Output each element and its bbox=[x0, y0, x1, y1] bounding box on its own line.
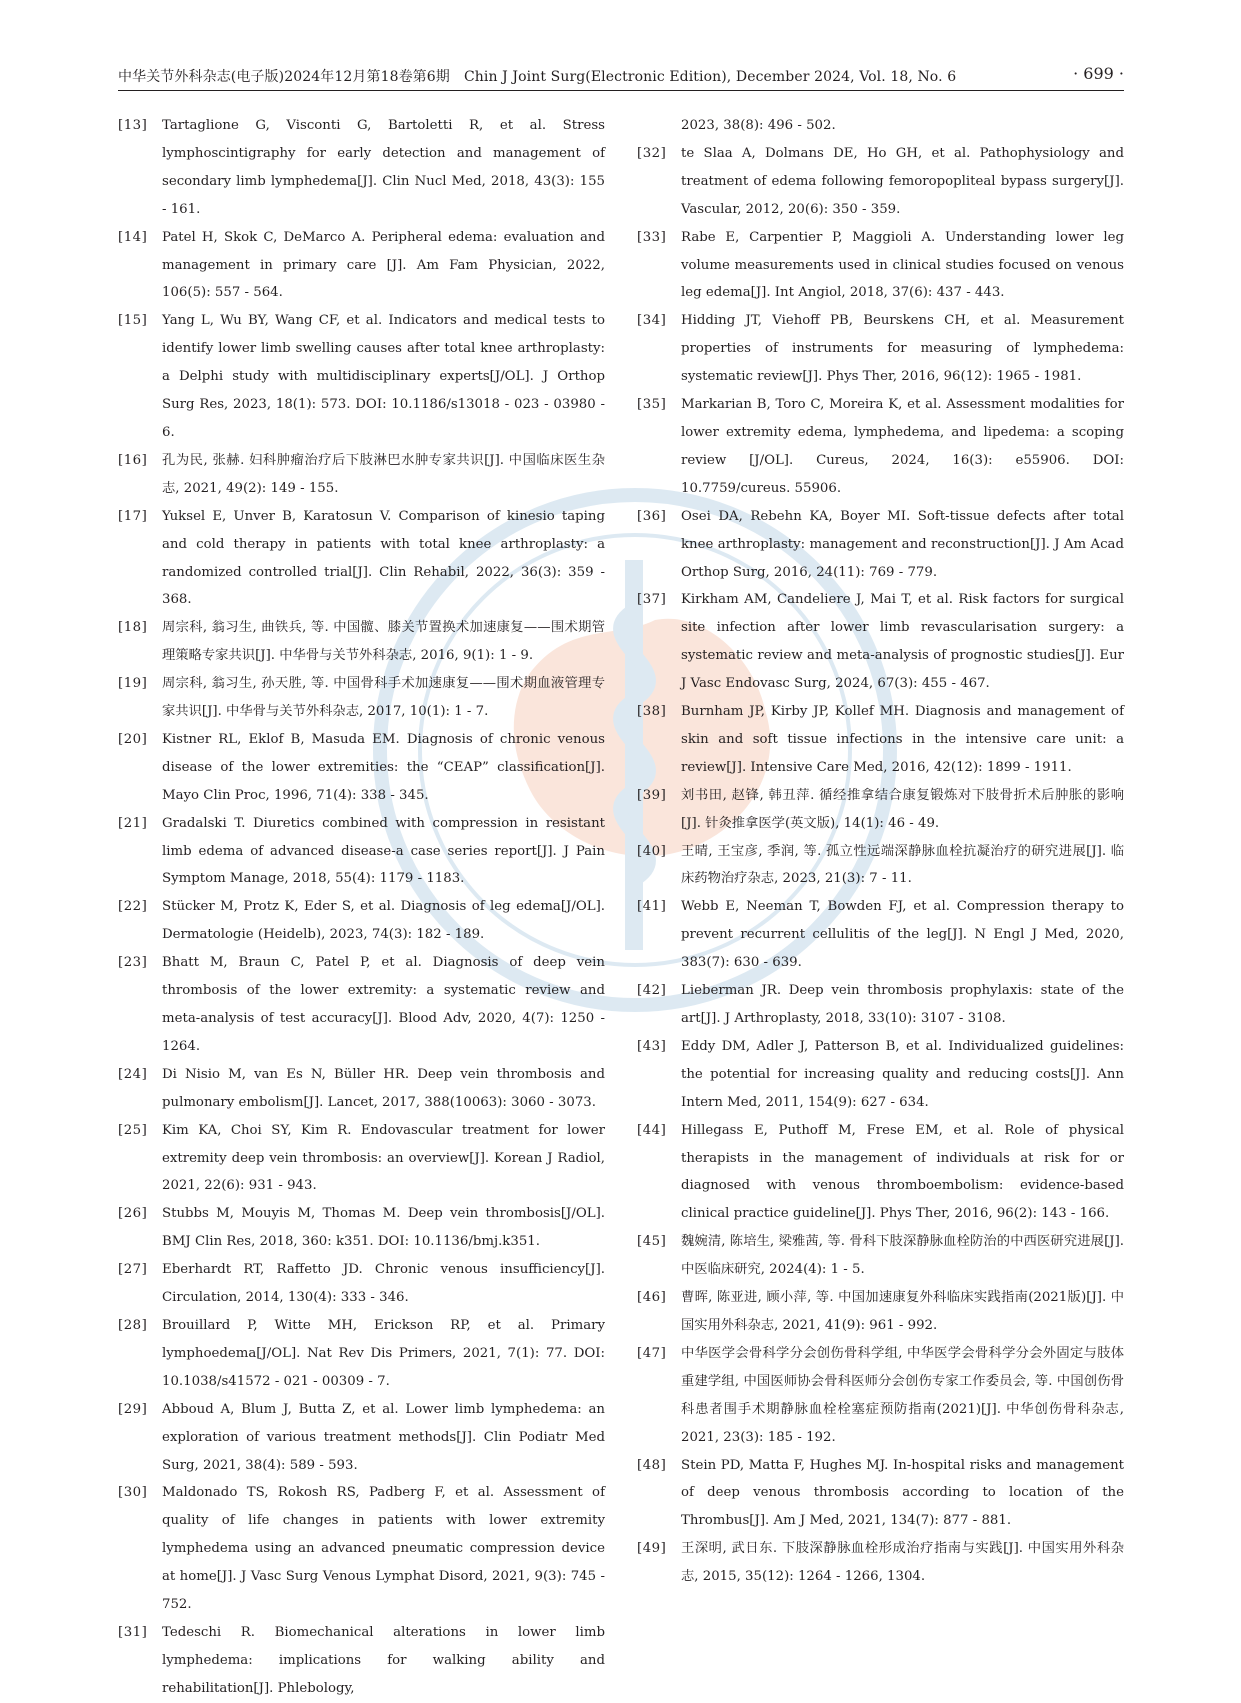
reference-item bbox=[637, 1452, 1124, 1536]
reference-text: Stücker M, Protz K, Eder S, et al. Diagnosis of leg edema[J/OL]. Dermatologie (Heidelb), 2023, 74(3): 182 - 189. bbox=[162, 899, 605, 943]
reference-text: Maldonado TS, Rokosh RS, Padberg F, et al. Assessment of quality of life changes in patients with lower extremity lymphedema using an advanced pneumatic compression device at home[J]. J Vasc Surg Venous Lymphat Disord, 2021, 9(3): 745 - 752. bbox=[162, 1485, 605, 1613]
reference-number: [25] bbox=[118, 1122, 148, 1138]
reference-item bbox=[637, 893, 1124, 977]
page-number: · 699 · bbox=[1073, 64, 1124, 83]
references-left-column bbox=[118, 112, 605, 1703]
reference-item bbox=[118, 1200, 605, 1256]
reference-text: 2023, 38(8): 496 - 502. bbox=[681, 118, 836, 133]
reference-number: [49] bbox=[637, 1541, 667, 1557]
reference-item bbox=[118, 1117, 605, 1201]
reference-text: 王晴, 王宝彦, 季润, 等. 孤立性远端深静脉血栓抗凝治疗的研究进展[J]. 临床药物治疗杂志, 2023, 21(3): 7 - 11. bbox=[681, 843, 1124, 887]
reference-item bbox=[118, 447, 605, 503]
reference-text: Webb E, Neeman T, Bowden FJ, et al. Compression therapy to prevent recurrent cellulitis of the leg[J]. N Engl J Med, 2020, 383(7): 630 - 639. bbox=[681, 899, 1124, 971]
reference-item bbox=[637, 1340, 1124, 1452]
reference-number: [13] bbox=[118, 118, 148, 133]
reference-item bbox=[637, 782, 1124, 838]
reference-number: [37] bbox=[637, 592, 667, 608]
reference-number: [43] bbox=[637, 1038, 667, 1054]
reference-item bbox=[637, 503, 1124, 587]
reference-item bbox=[637, 1228, 1124, 1284]
reference-number: [20] bbox=[118, 731, 148, 747]
reference-number: [21] bbox=[118, 815, 148, 831]
reference-text: Stein PD, Matta F, Hughes MJ. In-hospital risks and management of deep venous thrombosis according to location of the Thrombus[J]. Am J Med, 2021, 134(7): 877 - 881. bbox=[681, 1457, 1124, 1529]
reference-number: [39] bbox=[637, 787, 667, 803]
reference-number: [23] bbox=[118, 955, 148, 971]
reference-number: [17] bbox=[118, 508, 148, 524]
reference-item bbox=[637, 1033, 1124, 1117]
reference-item bbox=[118, 224, 605, 308]
reference-text: Tartaglione G, Visconti G, Bartoletti R, et al. Stress lymphoscintigraphy for early detection and management of secondary limb lymphedema[J]. Clin Nucl Med, 2018, 43(3): 155 - 161. bbox=[162, 118, 605, 217]
reference-number: [34] bbox=[637, 313, 667, 329]
reference-text: Di Nisio M, van Es N, Büller HR. Deep vein thrombosis and pulmonary embolism[J]. Lancet, 2017, 388(10063): 3060 - 3073. bbox=[162, 1066, 605, 1110]
references-right-column bbox=[637, 112, 1124, 1591]
reference-item bbox=[118, 1256, 605, 1312]
reference-text: 中华医学会骨科学分会创伤骨科学组, 中华医学会骨科学分会外固定与肢体重建学组, 中国医师协会骨科医师分会创伤专家工作委员会, 等. 中国创伤骨科患者围手术期静脉血栓栓塞症预防指南(2021)[J]. 中华创伤骨科杂志, 2021, 23(3): 185 - 192. bbox=[681, 1345, 1124, 1445]
reference-text: te Slaa A, Dolmans DE, Ho GH, et al. Pathophysiology and treatment of edema following femoropopliteal bypass surgery[J]. Vascular, 2012, 20(6): 350 - 359. bbox=[681, 145, 1124, 217]
reference-item bbox=[637, 391, 1124, 503]
reference-item bbox=[118, 810, 605, 894]
reference-text: Eddy DM, Adler J, Patterson B, et al. Individualized guidelines: the potential for increasing quality and reducing costs[J]. Ann Intern Med, 2011, 154(9): 627 - 634. bbox=[681, 1038, 1124, 1110]
reference-text: 周宗科, 翁习生, 曲铁兵, 等. 中国髋、膝关节置换术加速康复——围术期管理策略专家共识[J]. 中华骨与关节外科杂志, 2016, 9(1): 1 - 9. bbox=[162, 620, 605, 664]
reference-text: 孔为民, 张赫. 妇科肿瘤治疗后下肢淋巴水肿专家共识[J]. 中国临床医生杂志, 2021, 49(2): 149 - 155. bbox=[162, 452, 605, 496]
reference-text: 魏婉清, 陈培生, 梁雅茜, 等. 骨科下肢深静脉血栓防治的中西医研究进展[J]. 中医临床研究, 2024(4): 1 - 5. bbox=[681, 1234, 1124, 1278]
reference-text: Markarian B, Toro C, Moreira K, et al. Assessment modalities for lower extremity edema, lymphedema, and lipedema: a scoping review [J/OL]. Cureus, 2024, 16(3): e55906. DOI: 10.7759/cureus. 55906. bbox=[681, 397, 1124, 496]
reference-item bbox=[637, 224, 1124, 308]
reference-number: [15] bbox=[118, 313, 148, 329]
reference-number: [18] bbox=[118, 620, 148, 636]
reference-item bbox=[118, 503, 605, 615]
reference-text: Kistner RL, Eklof B, Masuda EM. Diagnosis of chronic venous disease of the lower extremities: the “CEAP” classification[J]. Mayo Clin Proc, 1996, 71(4): 338 - 345. bbox=[162, 731, 605, 803]
reference-text: 周宗科, 翁习生, 孙天胜, 等. 中国骨科手术加速康复——围术期血液管理专家共识[J]. 中华骨与关节外科杂志, 2017, 10(1): 1 - 7. bbox=[162, 676, 605, 720]
reference-text: Rabe E, Carpentier P, Maggioli A. Understanding lower leg volume measurements used in clinical studies focused on venous leg edema[J]. Int Angiol, 2018, 37(6): 437 - 443. bbox=[681, 229, 1124, 301]
reference-text: Patel H, Skok C, DeMarco A. Peripheral edema: evaluation and management in primary care [J]. Am Fam Physician, 2022, 106(5): 557 - 564. bbox=[162, 229, 605, 301]
reference-text: Burnham JP, Kirby JP, Kollef MH. Diagnosis and management of skin and soft tissue infections in the intensive care unit: a review[J]. Intensive Care Med, 2016, 42(12): 1899 - 1911. bbox=[681, 704, 1124, 775]
reference-text: 曹晖, 陈亚进, 顾小萍, 等. 中国加速康复外科临床实践指南(2021版)[J]. 中国实用外科杂志, 2021, 41(9): 961 - 992. bbox=[681, 1290, 1124, 1333]
running-header bbox=[118, 66, 1124, 88]
reference-item bbox=[118, 112, 605, 224]
reference-item bbox=[118, 1061, 605, 1117]
reference-number: [42] bbox=[637, 983, 667, 999]
reference-number: [24] bbox=[118, 1066, 148, 1082]
reference-item bbox=[118, 670, 605, 726]
reference-item bbox=[637, 1535, 1124, 1591]
header-rule bbox=[118, 90, 1124, 91]
reference-number: [16] bbox=[118, 452, 148, 468]
reference-item bbox=[118, 307, 605, 447]
reference-number: [47] bbox=[637, 1345, 667, 1361]
reference-item bbox=[118, 726, 605, 810]
reference-text: Yang L, Wu BY, Wang CF, et al. Indicators and medical tests to identify lower limb swelling causes after total knee arthroplasty: a Delphi study with multidisciplinary experts[J/OL]. J Orthop Surg Res, 2023, 18(1): 573. DOI: 10.1186/s13018 - 023 - 03980 - 6. bbox=[162, 313, 605, 440]
reference-text: Stubbs M, Mouyis M, Thomas M. Deep vein thrombosis[J/OL]. BMJ Clin Res, 2018, 360: k351. DOI: 10.1136/bmj.k351. bbox=[162, 1206, 605, 1250]
reference-text: Yuksel E, Unver B, Karatosun V. Comparison of kinesio taping and cold therapy in patients with total knee arthroplasty: a randomized controlled trial[J]. Clin Rehabil, 2022, 36(3): 359 - 368. bbox=[162, 508, 605, 608]
reference-text: Eberhardt RT, Raffetto JD. Chronic venous insufficiency[J]. Circulation, 2014, 130(4): 333 - 346. bbox=[162, 1262, 605, 1306]
reference-text: Hidding JT, Viehoff PB, Beurskens CH, et al. Measurement properties of instruments for measuring of lymphedema: systematic review[J]. Phys Ther, 2016, 96(12): 1965 - 1981. bbox=[681, 313, 1124, 385]
reference-continuation bbox=[637, 112, 1124, 140]
reference-text: Osei DA, Rebehn KA, Boyer MI. Soft-tissue defects after total knee arthroplasty: management and reconstruction[J]. J Am Acad Orthop Surg, 2016, 24(11): 769 - 779. bbox=[681, 508, 1124, 580]
reference-item bbox=[118, 1619, 605, 1703]
reference-number: [27] bbox=[118, 1262, 148, 1278]
reference-text: Hillegass E, Puthoff M, Frese EM, et al. Role of physical therapists in the management of individuals at risk for or diagnosed with venous thromboembolism: evidence-based clinical practice guideline[J]. Phys Ther, 2016, 96(2): 143 - 166. bbox=[681, 1122, 1124, 1222]
reference-item bbox=[118, 1396, 605, 1480]
reference-item bbox=[118, 949, 605, 1061]
reference-text: Brouillard P, Witte MH, Erickson RP, et al. Primary lymphoedema[J/OL]. Nat Rev Dis Primers, 2021, 7(1): 77. DOI: 10.1038/s41572 - 021 - 00309 - 7. bbox=[162, 1317, 605, 1389]
reference-item bbox=[637, 140, 1124, 224]
reference-item bbox=[118, 1312, 605, 1396]
reference-item bbox=[637, 698, 1124, 782]
reference-item bbox=[118, 1479, 605, 1619]
reference-item bbox=[637, 977, 1124, 1033]
reference-number: [31] bbox=[118, 1624, 148, 1640]
reference-number: [14] bbox=[118, 229, 148, 245]
reference-number: [48] bbox=[637, 1457, 667, 1473]
reference-number: [44] bbox=[637, 1122, 667, 1138]
reference-number: [36] bbox=[637, 508, 667, 524]
reference-item bbox=[637, 307, 1124, 391]
reference-number: [28] bbox=[118, 1317, 148, 1333]
reference-number: [22] bbox=[118, 899, 148, 915]
reference-number: [46] bbox=[637, 1290, 667, 1306]
reference-text: 刘书田, 赵锋, 韩丑萍. 循经推拿结合康复锻炼对下肢骨折术后肿胀的影响[J]. 针灸推拿医学(英文版), 14(1): 46 - 49. bbox=[681, 787, 1124, 831]
reference-number: [33] bbox=[637, 229, 667, 245]
reference-number: [29] bbox=[118, 1401, 148, 1417]
reference-item bbox=[118, 614, 605, 670]
reference-text: Tedeschi R. Biomechanical alterations in lower limb lymphedema: implications for walking ability and rehabilitation[J]. Phlebology, bbox=[162, 1624, 605, 1696]
reference-text: Bhatt M, Braun C, Patel P, et al. Diagnosis of deep vein thrombosis of the lower extremity: a systematic review and meta-analysis of test accuracy[J]. Blood Adv, 2020, 4(7): 1250 - 1264. bbox=[162, 955, 605, 1054]
reference-number: [38] bbox=[637, 704, 667, 720]
reference-number: [45] bbox=[637, 1234, 667, 1250]
reference-text: Abboud A, Blum J, Butta Z, et al. Lower limb lymphedema: an exploration of various treatment methods[J]. Clin Podiatr Med Surg, 2021, 38(4): 589 - 593. bbox=[162, 1401, 605, 1473]
reference-number: [35] bbox=[637, 397, 667, 413]
reference-item bbox=[637, 838, 1124, 894]
reference-number: [32] bbox=[637, 145, 667, 161]
reference-number: [19] bbox=[118, 676, 148, 692]
reference-item bbox=[637, 586, 1124, 698]
reference-item bbox=[637, 1117, 1124, 1229]
reference-text: Gradalski T. Diuretics combined with compression in resistant limb edema of advanced disease-a case series report[J]. J Pain Symptom Manage, 2018, 55(4): 1179 - 1183. bbox=[162, 815, 605, 887]
reference-text: Kim KA, Choi SY, Kim R. Endovascular treatment for lower extremity deep vein thrombosis: an overview[J]. Korean J Radiol, 2021, 22(6): 931 - 943. bbox=[162, 1122, 605, 1194]
reference-text: 王深明, 武日东. 下肢深静脉血栓形成治疗指南与实践[J]. 中国实用外科杂志, 2015, 35(12): 1264 - 1266, 1304. bbox=[681, 1541, 1124, 1585]
reference-number: [26] bbox=[118, 1206, 148, 1222]
reference-text: Kirkham AM, Candeliere J, Mai T, et al. Risk factors for surgical site infection after lower limb revascularisation surgery: a systematic review and meta-analysis of prognostic studies[J]. Eur J Vasc Endovasc Surg, 2024, 67(3): 455 - 467. bbox=[681, 592, 1124, 692]
reference-number: [40] bbox=[637, 843, 667, 859]
reference-item bbox=[637, 1284, 1124, 1340]
reference-item bbox=[118, 893, 605, 949]
journal-citation-header: 中华关节外科杂志(电子版)2024年12月第18卷第6期 Chin J Joint Surg(Electronic Edition), December 2024, Vol. 18, No. 6 bbox=[118, 69, 957, 85]
reference-number: [41] bbox=[637, 899, 667, 915]
reference-number: [30] bbox=[118, 1485, 148, 1501]
reference-text: Lieberman JR. Deep vein thrombosis prophylaxis: state of the art[J]. J Arthroplasty, 2018, 33(10): 3107 - 3108. bbox=[681, 983, 1124, 1026]
